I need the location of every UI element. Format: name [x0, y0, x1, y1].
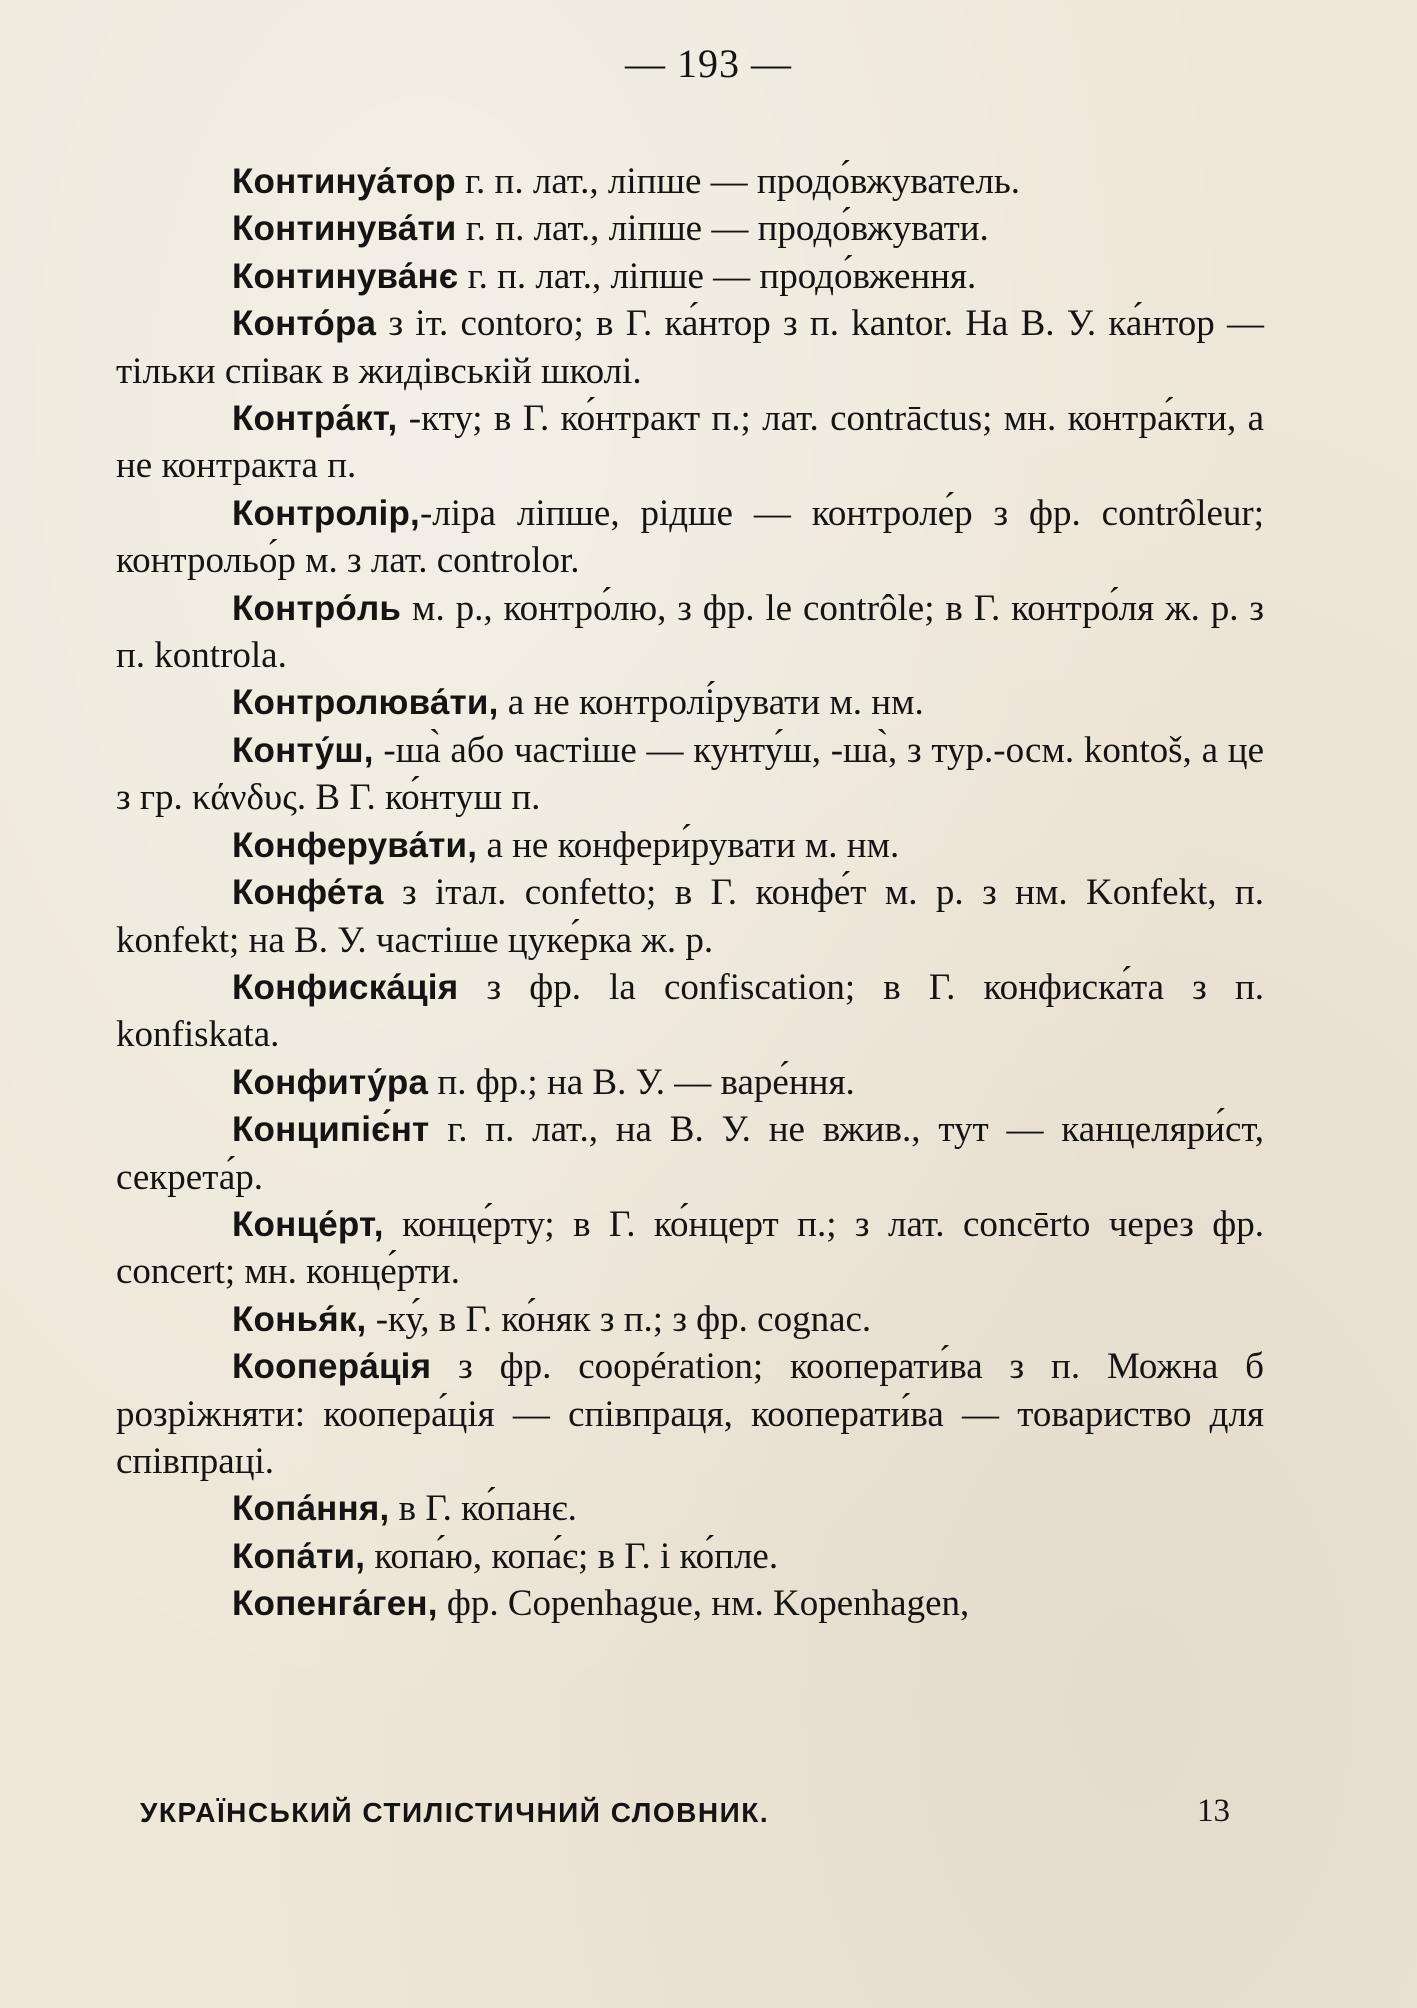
dictionary-entry	[116, 964, 1264, 1059]
dictionary-entry	[116, 822, 1264, 869]
dictionary-entry	[116, 869, 1264, 964]
entry-definition: -ша̀ або частіше — кунту́ш, -ша̀, з тур.-осм. kontoš, а це з гр. κάνδυς. В Г. ко́нтуш п.	[116, 729, 1264, 819]
entry-headword: Конце́рт,	[232, 1204, 384, 1244]
dictionary-entry	[116, 158, 1264, 205]
entry-definition: з фр. coopération; кооперати́ва з п. Можна б розріжняти: коопера́ція — співпраця, кооперати́ва — товариство для співпраці.	[116, 1346, 1264, 1482]
entry-definition: г. п. лат., ліпше — продо́вжуватель.	[455, 161, 1021, 202]
footer-signature-mark: 13	[1197, 1793, 1230, 1829]
entry-definition: г. п. лат., ліпше — продо́вжувати.	[456, 208, 989, 250]
entry-headword: Контро́ль	[232, 588, 402, 628]
entry-headword: Копенга́ген,	[232, 1584, 438, 1624]
dictionary-entry	[116, 1580, 1264, 1627]
entry-headword: Континуа́тор	[232, 162, 456, 201]
dictionary-entry	[116, 1296, 1264, 1343]
dictionary-entry	[116, 585, 1264, 680]
entry-headword: Контра́кт,	[232, 399, 398, 439]
dictionary-entry	[116, 1106, 1264, 1201]
entry-definition: г. п. лат., на В. У. не вжив., тут — канцеляри́ст, секрета́р.	[116, 1109, 1264, 1198]
entry-definition: -кту; в Г. ко́нтракт п.; лат. contrāctus; мн. контра́кти, а не контракта п.	[116, 398, 1264, 487]
entry-headword: Конципіє́нт	[232, 1110, 430, 1150]
entry-headword: Континува́ти	[232, 209, 457, 249]
entry-headword: Конья́к,	[232, 1299, 367, 1339]
dictionary-entry	[116, 395, 1264, 490]
entry-definition: -ліра ліпше, рідше — контроле́р з фр. contrôleur; контрольо́р м. з лат. controlor.	[116, 492, 1264, 582]
entry-headword: Конту́ш,	[232, 730, 374, 770]
entry-headword: Контролюва́ти,	[232, 683, 499, 723]
entry-headword: Конфиту́ра	[232, 1062, 429, 1102]
entry-definition: з італ. confetto; в Г. конфе́т м. р. з нм. Konfekt, п. konfekt; на В. У. частіше цуке́рка ж. р.	[116, 872, 1264, 961]
entry-definition: м. р., контро́лю, з фр. le contrôle; в Г. контро́ля ж. р. з п. kontrola.	[116, 587, 1264, 677]
dictionary-entry	[116, 1485, 1264, 1532]
entry-definition: копа́ю, копа́є; в Г. і ко́пле.	[365, 1535, 779, 1577]
entry-headword: Коопера́ція	[232, 1347, 432, 1387]
entry-definition: конце́рту; в Г. ко́нцерт п.; з лат. concērto через фр. concert; мн. конце́рти.	[116, 1203, 1264, 1293]
dictionary-entry	[116, 727, 1264, 822]
dictionary-entries	[116, 158, 1264, 1628]
dictionary-entry	[116, 1533, 1264, 1580]
dictionary-entry	[116, 1059, 1264, 1106]
entry-definition: п. фр.; на В. У. — варе́ння.	[428, 1061, 855, 1103]
dictionary-entry	[116, 205, 1264, 252]
dictionary-entry	[116, 1343, 1264, 1485]
entry-definition: -ку́, в Г. ко́няк з п.; з фр. cognac.	[366, 1298, 872, 1340]
entry-definition: а не конфери́рувати м. нм.	[477, 824, 900, 866]
dictionary-entry	[116, 679, 1264, 726]
entry-definition: в Г. ко́панє.	[389, 1488, 577, 1530]
footer-book-title: УКРАЇНСЬКИЙ СТИЛІСТИЧНИЙ СЛОВНИК.	[140, 1797, 770, 1828]
dictionary-entry	[116, 300, 1264, 395]
entry-headword: Конфе́та	[232, 873, 384, 913]
entry-definition: фр. Copenhague, нм. Kopenhagen,	[437, 1583, 970, 1625]
entry-headword: Конто́ра	[232, 304, 377, 344]
dictionary-entry	[116, 253, 1264, 300]
entry-headword: Конфиска́ція	[232, 967, 459, 1007]
entry-headword: Копа́ти,	[232, 1536, 366, 1576]
entry-definition: г. п. лат., ліпше — продо́вження.	[458, 255, 977, 297]
dictionary-entry	[116, 490, 1264, 585]
entry-headword: Контролір,	[232, 493, 420, 533]
entry-headword: Конферува́ти,	[232, 825, 478, 865]
entry-definition: з іт. contoro; в Г. ка́нтор з п. kantor. На В. У. ка́нтор — тільки співак в жидівській школі.	[116, 303, 1264, 392]
page-number: — 193 —	[625, 41, 792, 86]
entry-definition: з фр. la confiscation; в Г. конфиска́та з п. konfiskata.	[116, 966, 1264, 1056]
entry-headword: Континува́нє	[232, 256, 459, 296]
dictionary-entry	[116, 1201, 1264, 1296]
entry-headword: Копа́ння,	[232, 1489, 390, 1529]
entry-definition: а не контролі́рувати м. нм.	[498, 682, 924, 724]
